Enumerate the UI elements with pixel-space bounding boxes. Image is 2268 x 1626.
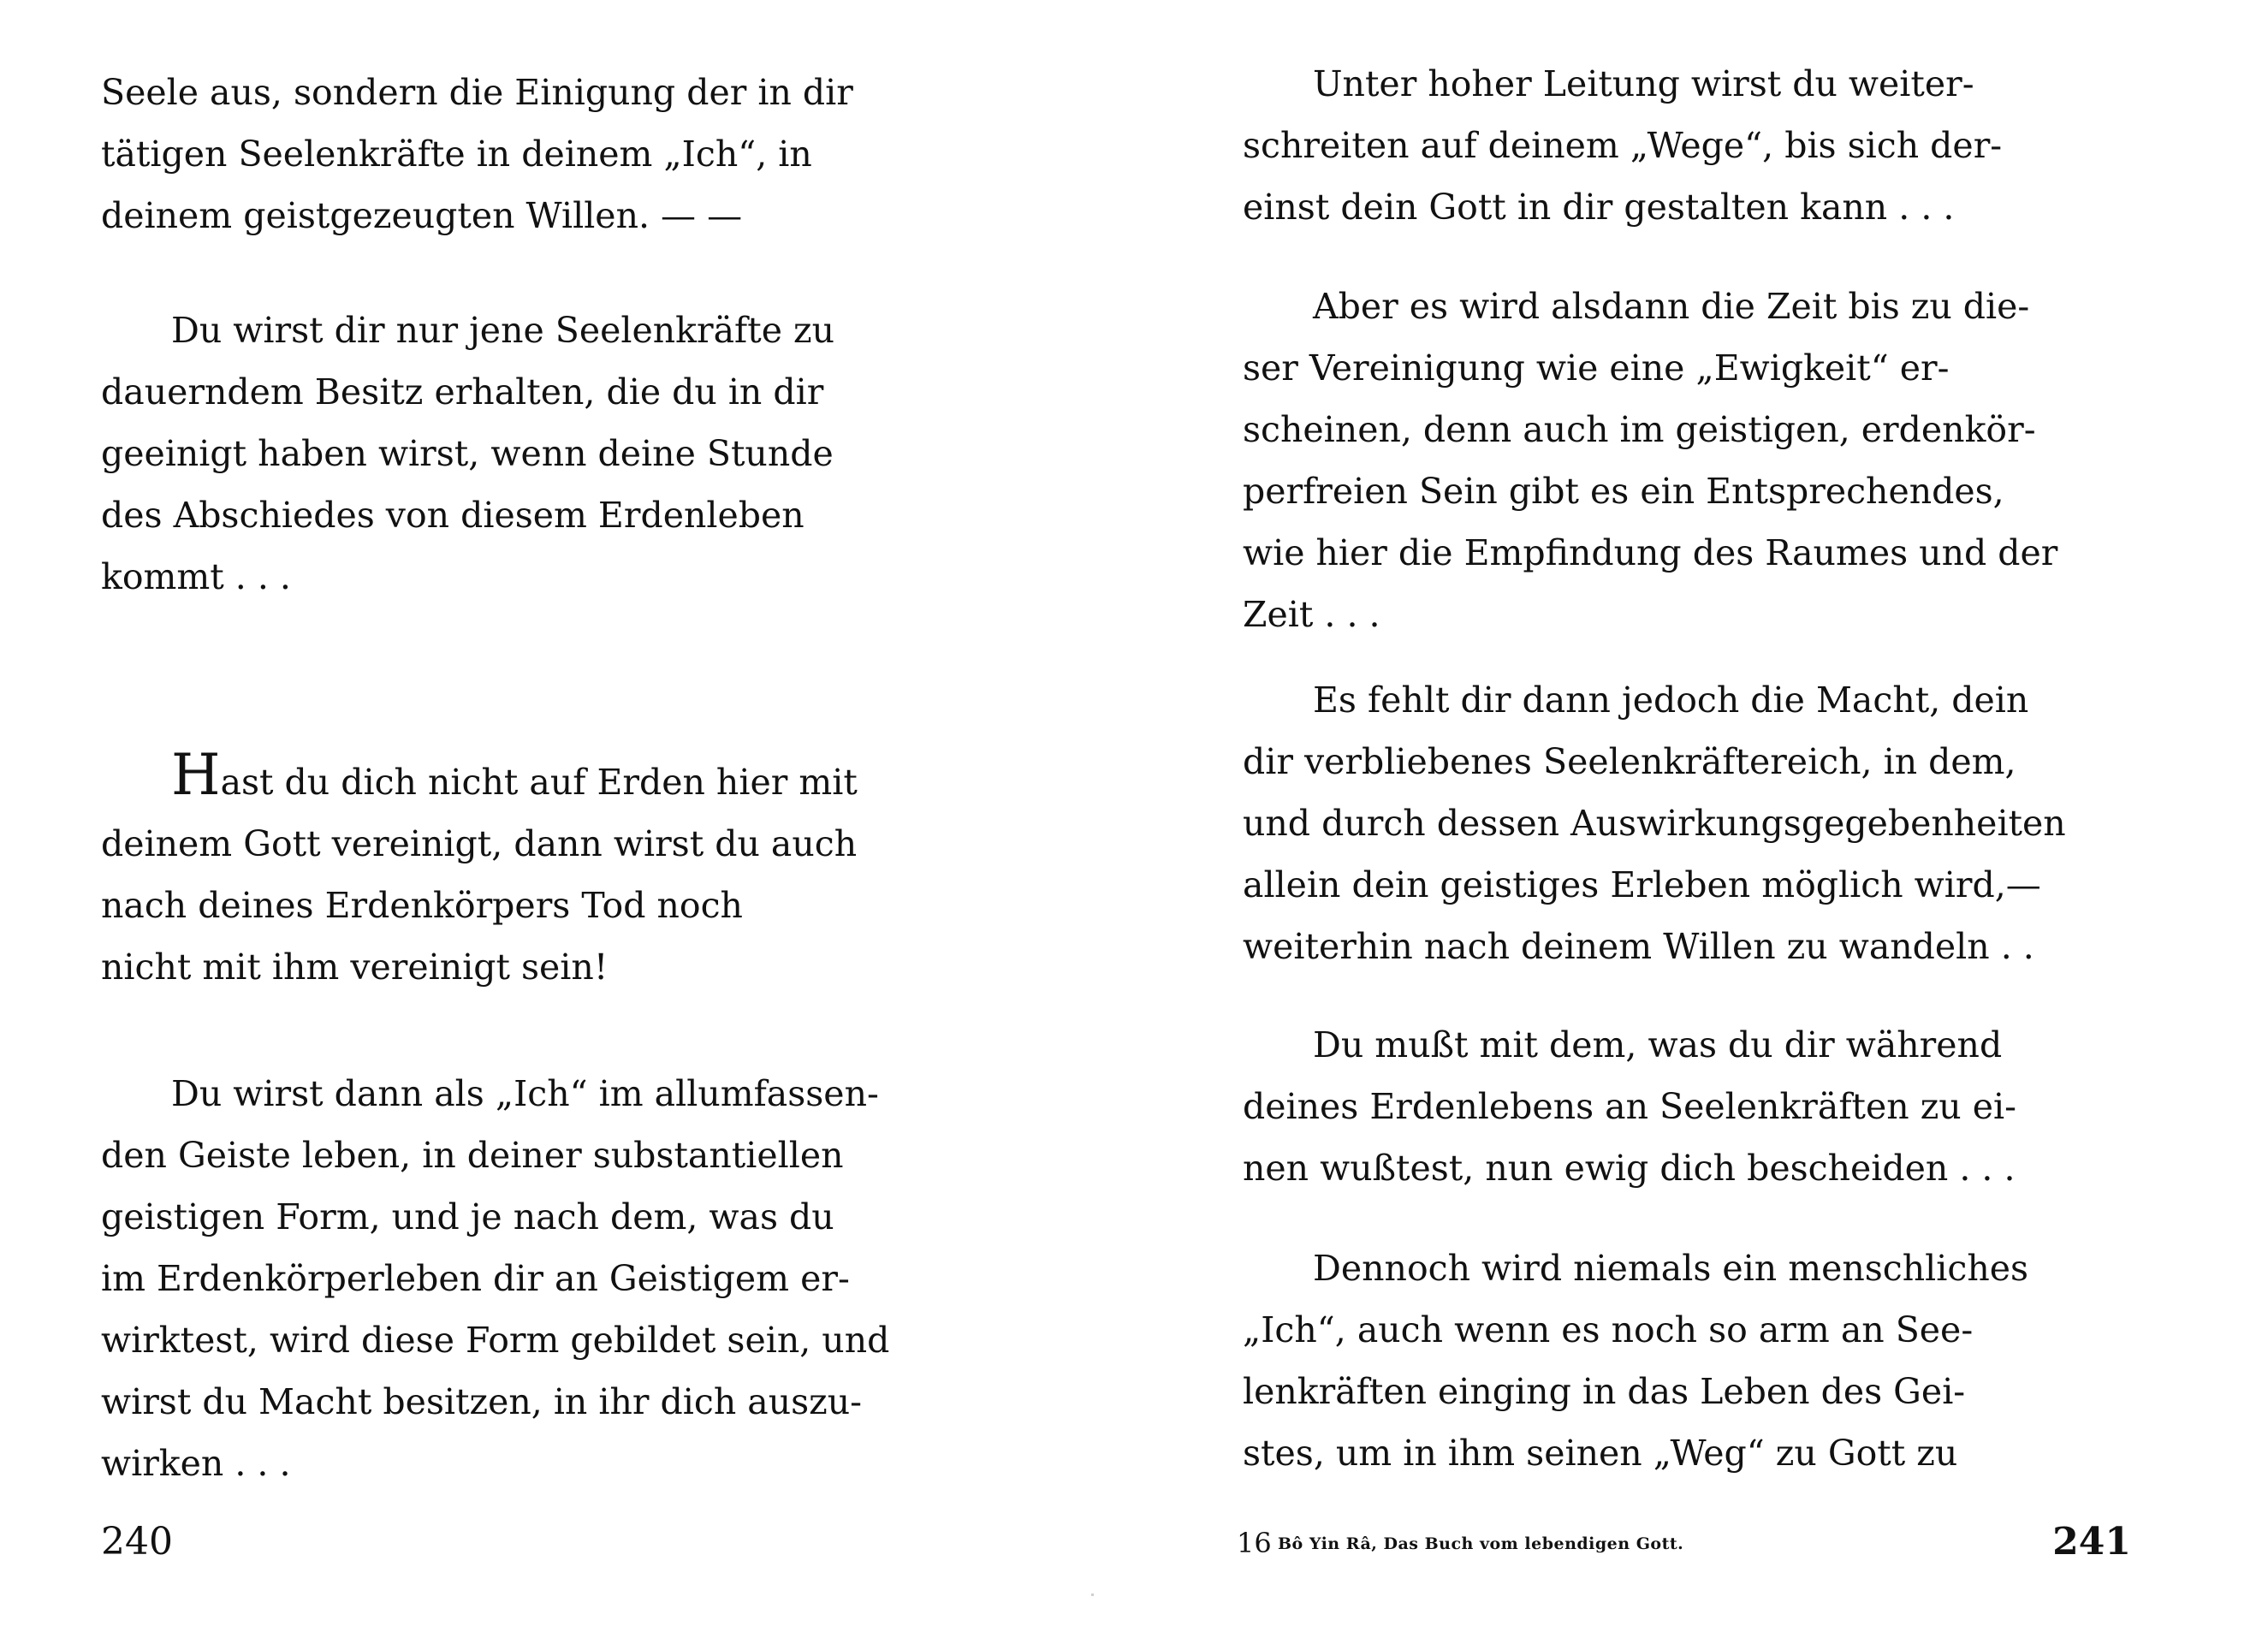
text-line: des Abschiedes von diesem Erdenleben	[101, 495, 804, 536]
paragraph	[101, 742, 974, 998]
right-page	[1134, 0, 2268, 1626]
text-line: deinem geistgezeugten Willen. — —	[101, 195, 743, 236]
text-line: Unter hoher Leitung wirst du weiter-	[1313, 63, 1974, 104]
paragraph	[101, 62, 974, 246]
paragraph	[1243, 1014, 2116, 1199]
text-line: einst dein Gott in dir gestalten kann . . .	[1243, 187, 1955, 228]
text-line: Du mußt mit dem, was du dir während	[1313, 1024, 2003, 1065]
paragraph	[101, 300, 974, 608]
text-line: Seele aus, sondern die Einigung der in dir	[101, 72, 853, 113]
paragraph	[1243, 1237, 2116, 1484]
gutter-mark	[1091, 1593, 1094, 1596]
paragraph	[1243, 53, 2116, 238]
text-line: geeinigt haben wirst, wenn deine Stunde	[101, 433, 834, 474]
text-line: kommt . . .	[101, 556, 291, 597]
paragraph	[1243, 276, 2116, 645]
text-line: wirktest, wird diese Form gebildet sein, und	[101, 1320, 890, 1361]
text-line: im Erdenkörperleben dir an Geistigem er-	[101, 1258, 850, 1299]
text-line: wirst du Macht besitzen, in ihr dich auszu-	[101, 1381, 863, 1422]
text-line: deines Erdenlebens an Seelenkräften zu ei-	[1243, 1086, 2016, 1127]
text-line: dir verbliebenes Seelenkräftereich, in dem,	[1243, 741, 2016, 782]
imprint-line: Bô Yin Râ, Das Buch vom lebendigen Gott.	[1278, 1534, 1684, 1553]
text-line: nen wußtest, nun ewig dich bescheiden . . .	[1243, 1148, 2016, 1189]
text-line: Aber es wird alsdann die Zeit bis zu die-	[1313, 286, 2030, 327]
text-line: nach deines Erdenkörpers Tod noch	[101, 885, 743, 926]
text-line: wie hier die Empfindung des Raumes und der	[1243, 532, 2058, 573]
text-line: Du wirst dann als „Ich“ im allumfassen-	[171, 1073, 879, 1114]
signature-mark: 16	[1237, 1527, 1272, 1559]
text-line: den Geiste leben, in deiner substantiellen	[101, 1135, 844, 1176]
text-line: ser Vereinigung wie eine „Ewigkeit“ er-	[1243, 347, 1950, 389]
text-line: nicht mit ihm vereinigt sein!	[101, 947, 609, 988]
text-line: allein dein geistiges Erleben möglich wird,—	[1243, 864, 2041, 905]
text-line: ast du dich nicht auf Erden hier mit	[220, 762, 858, 803]
text-line: Du wirst dir nur jene Seelenkräfte zu	[171, 310, 835, 351]
text-line: tätigen Seelenkräfte in deinem „Ich“, in	[101, 134, 812, 175]
text-line: deinem Gott vereinigt, dann wirst du auch	[101, 823, 858, 864]
text-line: scheinen, denn auch im geistigen, erdenkör-	[1243, 409, 2036, 450]
text-line: Zeit . . .	[1243, 594, 1380, 635]
initial-letter: H	[171, 742, 221, 808]
page-number: 240	[101, 1520, 173, 1564]
text-line: weiterhin nach deinem Willen zu wandeln . .	[1243, 926, 2034, 967]
text-line: und durch dessen Auswirkungsgegebenheiten	[1243, 803, 2066, 844]
paragraph	[101, 1063, 974, 1494]
paragraph	[1243, 669, 2116, 977]
text-line: dauerndem Besitz erhalten, die du in dir	[101, 371, 824, 412]
text-line: lenkräften einging in das Leben des Gei-	[1243, 1371, 1966, 1412]
text-line: wirken . . .	[101, 1443, 291, 1484]
text-line: „Ich“, auch wenn es noch so arm an See-	[1243, 1309, 1974, 1350]
text-line: perfreien Sein gibt es ein Entsprechendes,	[1243, 471, 2004, 512]
text-line: Dennoch wird niemals ein menschliches	[1313, 1248, 2029, 1289]
text-line: stes, um in ihm seinen „Weg“ zu Gott zu	[1243, 1433, 1958, 1474]
text-line: Es fehlt dir dann jedoch die Macht, dein	[1313, 679, 2029, 721]
text-line: geistigen Form, und je nach dem, was du	[101, 1196, 834, 1237]
text-line: schreiten auf deinem „Wege“, bis sich der-	[1243, 125, 2003, 166]
page-number: 241	[2052, 1520, 2131, 1564]
